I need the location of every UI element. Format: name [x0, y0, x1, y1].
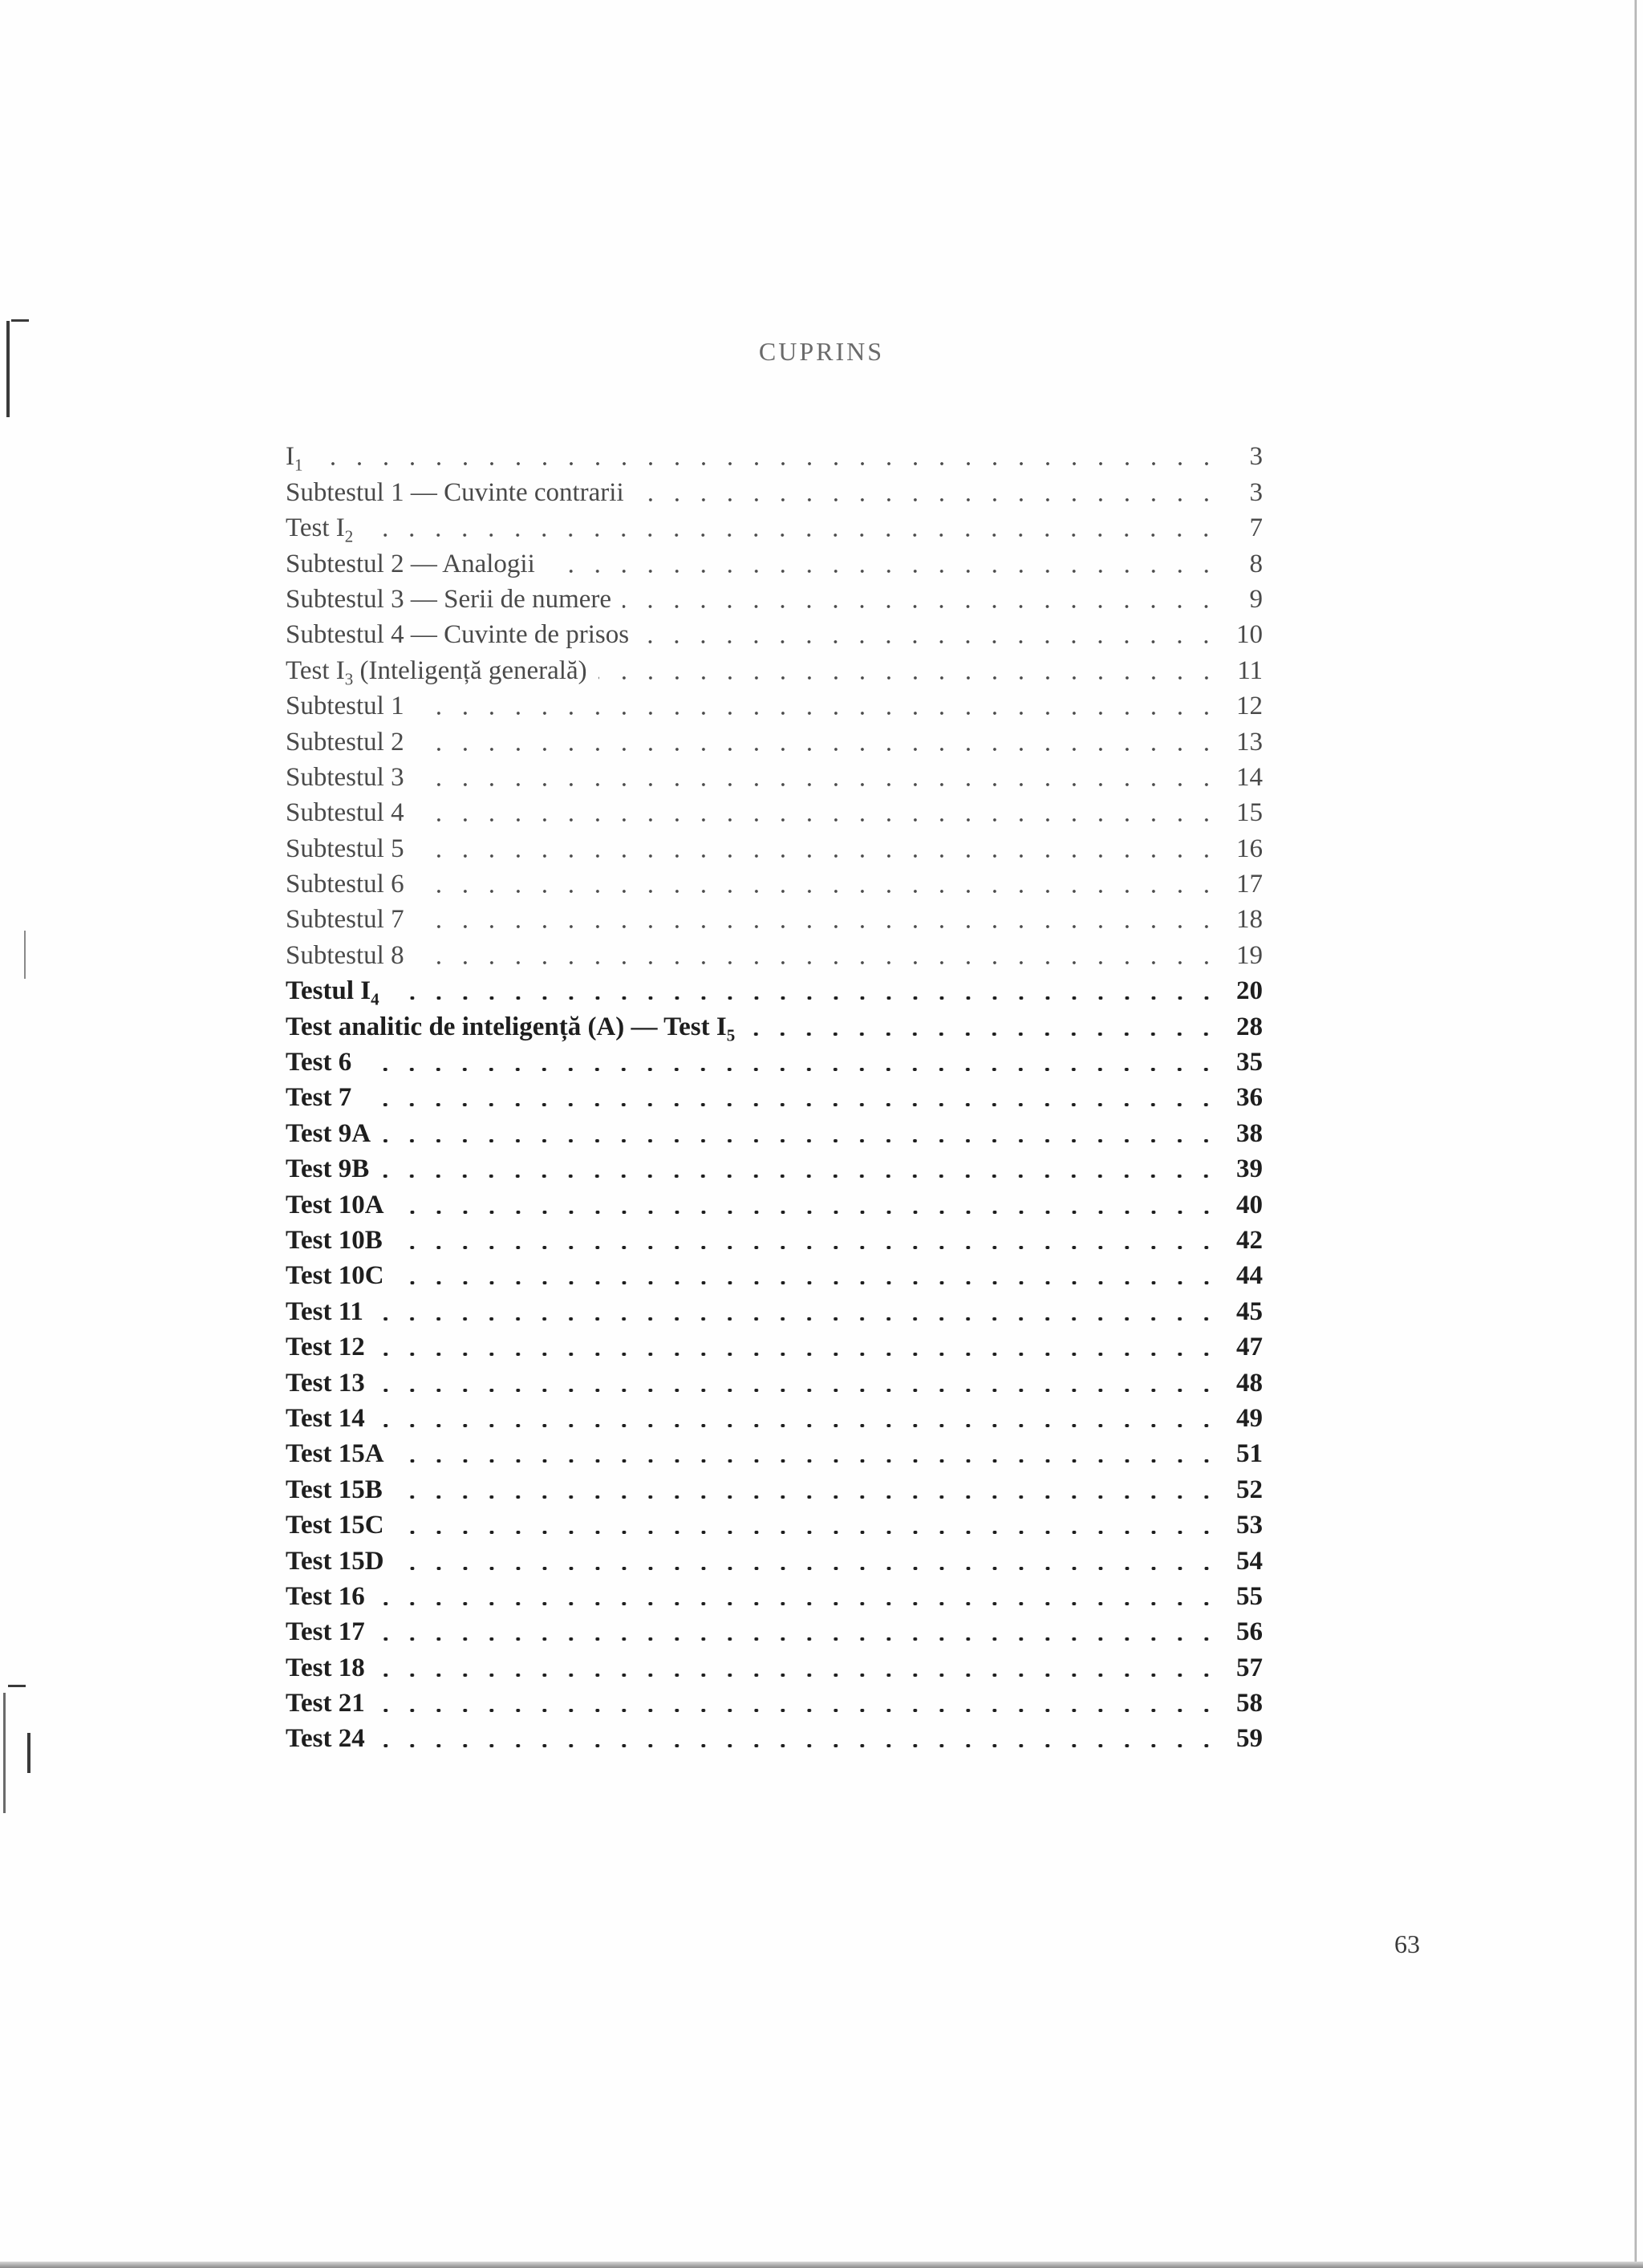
dot-leader: [375, 1317, 1219, 1321]
dot-leader: [394, 1246, 1219, 1249]
toc-entry: [286, 972, 1264, 1007]
toc-entry-subscript: 3: [344, 669, 354, 689]
toc-entry: [286, 1043, 1264, 1078]
dot-leader: [380, 1175, 1219, 1178]
toc-entry: [286, 509, 1264, 544]
toc-entry-page: 20: [1236, 976, 1263, 1006]
dot-leader: [416, 854, 1219, 858]
toc-entry: [286, 758, 1264, 793]
toc-entry-page: 42: [1236, 1225, 1263, 1255]
dot-leader: [363, 1068, 1219, 1071]
toc-entry-title: Test 10C: [286, 1261, 384, 1291]
toc-entry-page: 19: [1236, 940, 1263, 970]
toc-entry-title: Test 16: [286, 1581, 365, 1611]
dot-leader: [382, 1139, 1219, 1142]
toc-entry: [286, 1648, 1264, 1683]
toc-entry-title: Test 13: [286, 1368, 365, 1398]
toc-entry-title: Test 17: [286, 1617, 365, 1647]
toc-entry-suffix: (Inteligență generală): [353, 655, 587, 685]
toc-entry-page: 48: [1236, 1368, 1263, 1398]
toc-entry-title: Test 24: [286, 1724, 365, 1754]
toc-entry-label: [286, 1011, 735, 1043]
toc-entry-page: 9: [1249, 584, 1263, 614]
toc-entry-page: 49: [1236, 1403, 1263, 1433]
binding-mark: [24, 931, 26, 979]
toc-entry: [286, 1114, 1264, 1149]
binding-mark: [8, 1685, 26, 1687]
toc-entry-label: [286, 1081, 351, 1114]
toc-entry-page: 35: [1236, 1048, 1263, 1077]
toc-entry: [286, 651, 1264, 689]
toc-entry-page: 38: [1236, 1118, 1263, 1148]
toc-entry: [286, 1256, 1264, 1292]
toc-entry-page: 18: [1236, 905, 1263, 935]
toc-entry-page: 51: [1236, 1439, 1263, 1469]
toc-entry-subscript: 5: [726, 1025, 736, 1045]
toc-entry: [286, 1684, 1264, 1719]
dot-leader: [416, 712, 1219, 715]
toc-entry: [286, 615, 1264, 651]
dot-leader: [396, 1281, 1219, 1284]
toc-entry-label: [286, 512, 353, 544]
toc-entry-label: [286, 868, 404, 900]
toc-entry-page: 54: [1236, 1546, 1263, 1576]
toc-entry: [286, 935, 1264, 971]
dot-leader: [376, 1353, 1219, 1356]
toc-entry: [286, 1007, 1264, 1045]
dot-leader: [391, 996, 1219, 1000]
toc-entry-label: [286, 1509, 384, 1541]
toc-entry-label: [286, 1260, 384, 1292]
dot-leader: [640, 640, 1219, 643]
dot-leader: [394, 1495, 1219, 1499]
toc-entry: [286, 1150, 1264, 1185]
toc-entry: [286, 473, 1264, 508]
toc-entry-page: 59: [1236, 1724, 1263, 1754]
toc-entry-label: [286, 1153, 369, 1185]
toc-entry-label: [286, 975, 379, 1007]
toc-entry-label: [286, 1296, 363, 1328]
dot-leader: [376, 1389, 1219, 1392]
toc-entry-title: Test I: [286, 513, 345, 543]
toc-entry-title: Test 15B: [286, 1475, 383, 1504]
toc-entry-label: [286, 939, 404, 972]
toc-entry-label: [286, 440, 303, 473]
dot-leader: [416, 890, 1219, 893]
dot-leader: [416, 925, 1219, 928]
toc-entry-title: Testul I: [286, 976, 371, 1006]
toc-entry-page: 7: [1249, 513, 1263, 543]
dot-leader: [416, 961, 1219, 964]
toc-entry-title: Test 12: [286, 1333, 365, 1362]
toc-entry: [286, 1221, 1264, 1256]
dot-leader: [623, 605, 1219, 608]
toc-entry: [286, 900, 1264, 935]
toc-entry-page: 8: [1249, 549, 1263, 578]
toc-entry-page: 16: [1236, 834, 1263, 863]
dot-leader: [376, 1709, 1219, 1712]
toc-entry: [286, 829, 1264, 864]
toc-entry-label: [286, 1474, 383, 1506]
toc-entry-page: 44: [1236, 1261, 1263, 1291]
dot-leader: [546, 570, 1219, 573]
toc-entry-page: 3: [1249, 442, 1263, 472]
toc-entry-label: [286, 1367, 365, 1399]
toc-entry-label: [286, 726, 404, 758]
dot-leader: [396, 1531, 1219, 1534]
toc-entry-title: Test 14: [286, 1403, 365, 1433]
dot-leader: [314, 462, 1220, 465]
dot-leader: [364, 534, 1219, 537]
toc-entry-page: 47: [1236, 1333, 1263, 1362]
dot-leader: [376, 1674, 1219, 1677]
dot-leader: [746, 1033, 1219, 1036]
toc-entry-title: Test 15A: [286, 1439, 384, 1469]
toc-entry-page: 10: [1236, 620, 1263, 650]
toc-entry-title: Test analitic de inteligență (A) — Test I: [286, 1012, 727, 1041]
toc-entry-label: [286, 797, 404, 829]
toc-entry-page: 36: [1236, 1083, 1263, 1113]
toc-entry-label: [286, 1580, 365, 1613]
toc-entry: [286, 1470, 1264, 1505]
toc-entry-title: Subtestul 3: [286, 762, 404, 792]
toc-entry-label: [286, 761, 404, 793]
toc-entry-label: [286, 1687, 365, 1719]
toc-entry-label: [286, 583, 611, 615]
toc-entry-label: [286, 1118, 371, 1150]
toc-entry-page: 11: [1237, 655, 1263, 685]
binding-mark: [27, 1733, 30, 1773]
toc-entry-label: [286, 1402, 365, 1434]
toc-entry: [286, 544, 1264, 579]
toc-entry-title: Test 6: [286, 1048, 352, 1077]
toc-entry: [286, 1719, 1264, 1755]
toc-entry-page: 45: [1236, 1296, 1263, 1326]
toc-entry-title: Subtestul 7: [286, 905, 404, 935]
toc-entry-title: Subtestul 2: [286, 727, 404, 757]
dot-leader: [598, 676, 1219, 680]
toc-entry-title: Subtestul 1: [286, 692, 404, 721]
toc-entry-page: 17: [1236, 870, 1263, 899]
toc-entry-page: 28: [1236, 1012, 1263, 1041]
toc-entry-title: Test 9B: [286, 1154, 370, 1184]
page-number: 63: [1394, 1929, 1420, 1958]
toc-entry-page: 56: [1236, 1617, 1263, 1647]
toc-entry: [286, 722, 1264, 757]
toc-entry: [286, 1506, 1264, 1541]
toc-entry-page: 52: [1236, 1475, 1263, 1504]
dot-leader: [396, 1459, 1219, 1463]
toc-entry-title: Test 21: [286, 1689, 365, 1718]
toc-entry-title: Test 15D: [286, 1546, 384, 1576]
toc-entry: [286, 1613, 1264, 1648]
toc-entry-title: Subtestul 3 — Serii de numere: [286, 584, 612, 614]
toc-entry: [286, 1399, 1264, 1434]
toc-entry-title: Subtestul 1 — Cuvinte contrarii: [286, 477, 624, 507]
toc-entry: [286, 865, 1264, 900]
toc-entry: [286, 437, 1264, 473]
toc-entry: [286, 1541, 1264, 1576]
toc-entry-title: Test I: [286, 655, 345, 685]
dot-leader: [376, 1424, 1219, 1427]
page-edge-bottom: [0, 2262, 1643, 2268]
toc-entry-title: Subtestul 6: [286, 870, 404, 899]
toc-entry: [286, 793, 1264, 829]
toc-entry-page: 13: [1236, 727, 1263, 757]
toc-entry-page: 55: [1236, 1581, 1263, 1611]
binding-mark: [11, 319, 29, 322]
toc-entry-title: Test 7: [286, 1083, 352, 1113]
toc-entry-page: 40: [1236, 1190, 1263, 1219]
dot-leader: [416, 748, 1219, 751]
binding-mark: [3, 1693, 6, 1813]
toc-entry-page: 57: [1236, 1653, 1263, 1682]
toc-entry: [286, 1185, 1264, 1220]
toc-entry-page: 3: [1249, 477, 1263, 507]
toc-entry: [286, 580, 1264, 615]
toc-entry-label: [286, 477, 624, 509]
toc-entry-page: 58: [1236, 1689, 1263, 1718]
toc-entry-label: [286, 1331, 365, 1363]
toc-entry-label: [286, 903, 404, 935]
toc-entry-title: Test 10B: [286, 1225, 383, 1255]
toc-entry-page: 53: [1236, 1511, 1263, 1540]
toc-entry-label: [286, 1652, 365, 1684]
toc-entry: [286, 1328, 1264, 1363]
toc-entry-page: 14: [1236, 762, 1263, 792]
toc-entry-title: Subtestul 5: [286, 834, 404, 863]
toc-entry-label: [286, 548, 535, 580]
toc-entry-title: Subtestul 4: [286, 798, 404, 828]
dot-leader: [416, 783, 1219, 786]
toc-entry-label: [286, 619, 629, 651]
dot-leader: [376, 1637, 1219, 1641]
dot-leader: [376, 1744, 1219, 1747]
dot-leader: [376, 1602, 1219, 1605]
dot-leader: [396, 1211, 1219, 1214]
toc-entry-title: Subtestul 4 — Cuvinte de prisos: [286, 620, 630, 650]
toc-entry-label: [286, 1046, 351, 1078]
toc-entry-page: 12: [1236, 692, 1263, 721]
dot-leader: [635, 498, 1219, 501]
table-of-contents: [286, 437, 1264, 1755]
toc-entry-label: [286, 655, 587, 687]
toc-entry-label: [286, 1224, 383, 1256]
toc-entry-label: [286, 1189, 384, 1221]
toc-entry: [286, 1434, 1264, 1470]
toc-entry-label: [286, 1438, 384, 1470]
toc-entry-label: [286, 1545, 384, 1577]
toc-entry-page: 15: [1236, 798, 1263, 828]
toc-entry: [286, 1363, 1264, 1398]
toc-entry: [286, 687, 1264, 722]
toc-entry-subscript: 1: [294, 455, 303, 475]
dot-leader: [396, 1567, 1219, 1570]
toc-entry: [286, 1577, 1264, 1613]
toc-entry-label: [286, 1722, 365, 1755]
toc-entry-label: [286, 690, 404, 722]
toc-entry-title: Subtestul 8: [286, 940, 404, 970]
toc-entry-title: I: [286, 442, 294, 472]
toc-entry-label: [286, 833, 404, 865]
toc-entry-subscript: 4: [371, 989, 379, 1009]
page-title: CUPRINS: [758, 337, 885, 366]
toc-entry-subscript: 2: [344, 526, 354, 546]
toc-entry-title: Subtestul 2 — Analogii: [286, 549, 535, 578]
toc-entry-label: [286, 1616, 365, 1648]
toc-entry-title: Test 11: [286, 1296, 363, 1326]
toc-entry: [286, 1292, 1264, 1327]
dot-leader: [416, 818, 1219, 822]
toc-entry-title: Test 9A: [286, 1118, 371, 1148]
toc-entry-title: Test 18: [286, 1653, 365, 1682]
toc-entry-page: 39: [1236, 1154, 1263, 1184]
binding-mark: [6, 321, 10, 417]
toc-entry: [286, 1078, 1264, 1114]
toc-entry-title: Test 10A: [286, 1190, 384, 1219]
toc-entry-title: Test 15C: [286, 1511, 384, 1540]
dot-leader: [363, 1103, 1219, 1106]
